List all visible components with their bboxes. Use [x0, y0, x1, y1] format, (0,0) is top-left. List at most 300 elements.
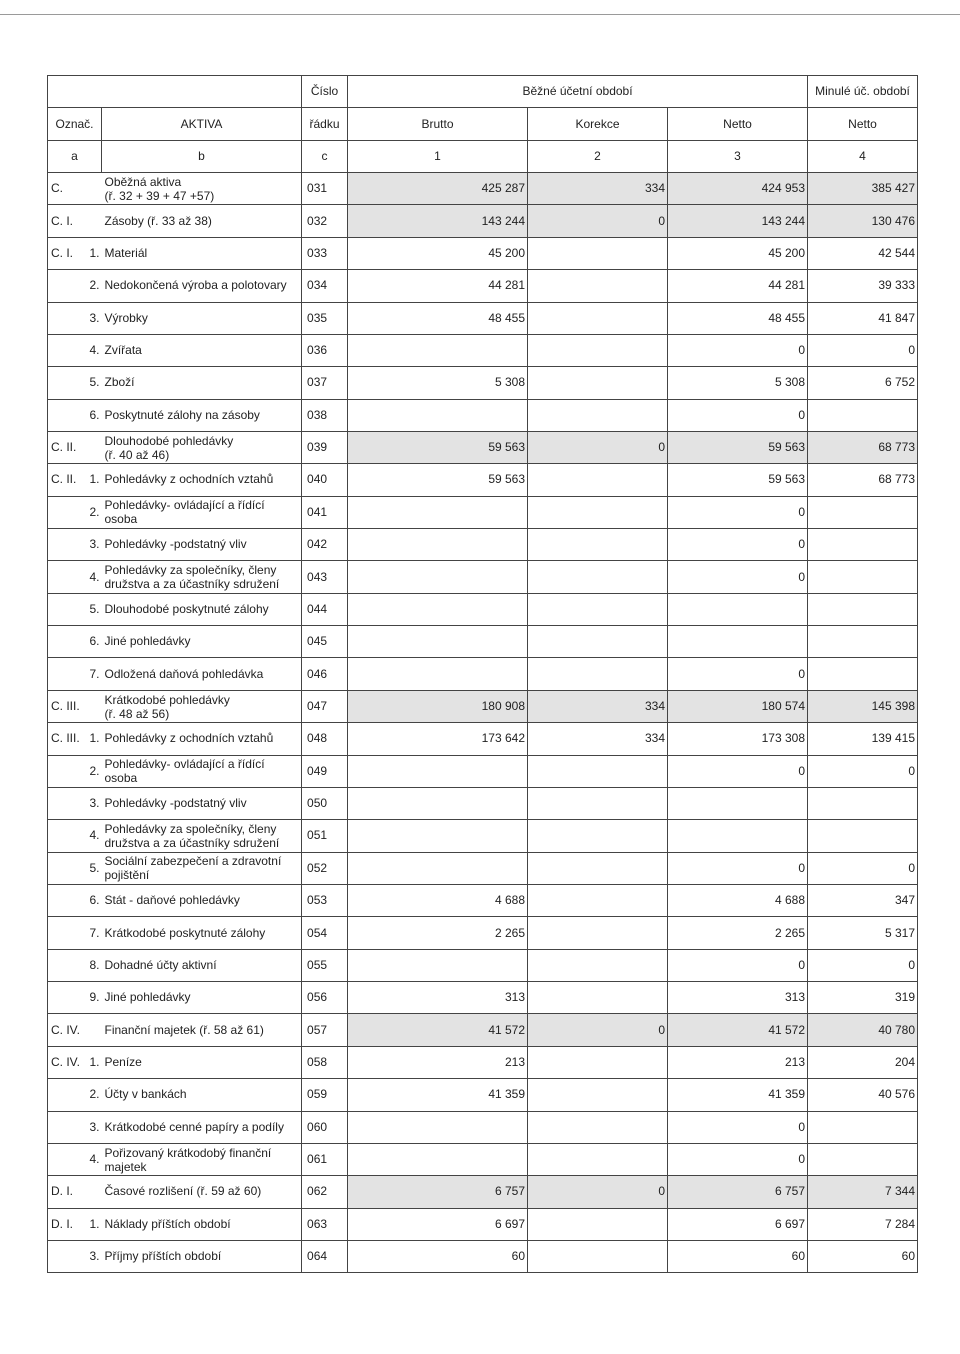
row-label: Dohadné účty aktivní: [102, 949, 302, 981]
row-label: Sociální zabezpečení a zdravotní pojištění: [102, 852, 302, 884]
netto-value: 0: [668, 1143, 808, 1175]
line-number: 039: [302, 431, 348, 463]
brutto-value: 59 563: [348, 431, 528, 463]
previous-netto-value: 68 773: [808, 464, 918, 496]
header-radku: řádku: [302, 108, 348, 140]
row-number: 6.: [86, 626, 102, 658]
brutto-value: [348, 626, 528, 658]
korekce-value: [528, 820, 668, 852]
brutto-value: [348, 755, 528, 787]
row-code: [48, 1240, 86, 1272]
row-number: 3.: [86, 302, 102, 334]
line-number: 031: [302, 173, 348, 205]
brutto-value: [348, 787, 528, 819]
netto-value: [668, 626, 808, 658]
brutto-value: 425 287: [348, 173, 528, 205]
korekce-value: 0: [528, 1176, 668, 1208]
row-number: 5.: [86, 367, 102, 399]
row-label: Poskytnuté zálohy na zásoby: [102, 399, 302, 431]
row-label: Krátkodobé pohledávky (ř. 48 až 56): [102, 690, 302, 722]
row-number: [86, 1014, 102, 1046]
brutto-value: [348, 820, 528, 852]
brutto-value: 313: [348, 982, 528, 1014]
row-number: 1.: [86, 723, 102, 755]
previous-netto-value: 385 427: [808, 173, 918, 205]
brutto-value: 60: [348, 1240, 528, 1272]
line-number: 045: [302, 626, 348, 658]
table-row: [48, 464, 918, 496]
previous-netto-value: [808, 626, 918, 658]
row-number: [86, 431, 102, 463]
header-cislo: Číslo: [302, 76, 348, 108]
netto-value: 0: [668, 755, 808, 787]
row-number: 4.: [86, 1143, 102, 1175]
brutto-value: [348, 496, 528, 528]
row-code: [48, 787, 86, 819]
row-code: C. I.: [48, 237, 86, 269]
header-row-1: [48, 76, 918, 108]
previous-netto-value: 39 333: [808, 270, 918, 302]
netto-value: 173 308: [668, 723, 808, 755]
table-row: [48, 561, 918, 593]
netto-value: 6 757: [668, 1176, 808, 1208]
korekce-value: [528, 1079, 668, 1111]
korekce-value: [528, 1143, 668, 1175]
table-row: [48, 1176, 918, 1208]
previous-netto-value: 0: [808, 334, 918, 366]
row-code: [48, 529, 86, 561]
row-number: 2.: [86, 496, 102, 528]
table-row: [48, 1208, 918, 1240]
row-label: Pohledávky za společníky, členy družstva a za účastníky sdružení: [102, 561, 302, 593]
row-number: 3.: [86, 1240, 102, 1272]
netto-value: 2 265: [668, 917, 808, 949]
row-number: 7.: [86, 917, 102, 949]
line-number: 052: [302, 852, 348, 884]
table-row: [48, 270, 918, 302]
netto-value: 0: [668, 852, 808, 884]
table-row: [48, 1111, 918, 1143]
row-label: Nedokončená výroba a polotovary: [102, 270, 302, 302]
row-label: Dlouhodobé pohledávky (ř. 40 až 46): [102, 431, 302, 463]
row-number: [86, 173, 102, 205]
brutto-value: 143 244: [348, 205, 528, 237]
korekce-value: [528, 755, 668, 787]
row-code: [48, 561, 86, 593]
korekce-value: [528, 593, 668, 625]
netto-value: 180 574: [668, 690, 808, 722]
table-row: [48, 431, 918, 463]
brutto-value: 48 455: [348, 302, 528, 334]
row-label: Pohledávky- ovládající a řídící osoba: [102, 755, 302, 787]
previous-netto-value: 0: [808, 755, 918, 787]
row-label: Příjmy příštích období: [102, 1240, 302, 1272]
line-number: 041: [302, 496, 348, 528]
previous-netto-value: 0: [808, 852, 918, 884]
row-number: 2.: [86, 270, 102, 302]
table-row: [48, 917, 918, 949]
header-korekce: Korekce: [528, 108, 668, 140]
row-label: Pohledávky -podstatný vliv: [102, 529, 302, 561]
row-label: Peníze: [102, 1046, 302, 1078]
row-number: 2.: [86, 755, 102, 787]
korekce-value: [528, 1240, 668, 1272]
header-col-4: 4: [808, 140, 918, 172]
header-col-a: a: [48, 140, 102, 172]
row-code: [48, 820, 86, 852]
line-number: 035: [302, 302, 348, 334]
table-row: [48, 820, 918, 852]
row-code: C. III.: [48, 690, 86, 722]
previous-netto-value: 145 398: [808, 690, 918, 722]
previous-netto-value: 347: [808, 884, 918, 916]
netto-value: 0: [668, 1111, 808, 1143]
row-label: Krátkodobé poskytnuté zálohy: [102, 917, 302, 949]
brutto-value: [348, 399, 528, 431]
row-label: Pohledávky z ochodních vztahů: [102, 464, 302, 496]
line-number: 064: [302, 1240, 348, 1272]
row-number: [86, 1176, 102, 1208]
brutto-value: 41 359: [348, 1079, 528, 1111]
row-code: D. I.: [48, 1176, 86, 1208]
table-body: [48, 76, 918, 1273]
korekce-value: [528, 884, 668, 916]
row-code: [48, 982, 86, 1014]
netto-value: 0: [668, 334, 808, 366]
table-row: [48, 884, 918, 916]
row-label: Pořizovaný krátkodobý finanční majetek: [102, 1143, 302, 1175]
row-number: 4.: [86, 561, 102, 593]
netto-value: 313: [668, 982, 808, 1014]
header-col-3: 3: [668, 140, 808, 172]
netto-value: [668, 787, 808, 819]
previous-netto-value: 40 780: [808, 1014, 918, 1046]
row-number: 1.: [86, 1046, 102, 1078]
brutto-value: [348, 852, 528, 884]
row-label: Pohledávky- ovládající a řídící osoba: [102, 496, 302, 528]
top-rule: [0, 14, 960, 15]
korekce-value: [528, 626, 668, 658]
row-code: [48, 593, 86, 625]
line-number: 048: [302, 723, 348, 755]
netto-value: 41 359: [668, 1079, 808, 1111]
netto-value: 0: [668, 658, 808, 690]
previous-netto-value: 42 544: [808, 237, 918, 269]
previous-netto-value: 40 576: [808, 1079, 918, 1111]
row-label: Pohledávky za společníky, členy družstva a za účastníky sdružení: [102, 820, 302, 852]
previous-netto-value: 41 847: [808, 302, 918, 334]
previous-netto-value: [808, 787, 918, 819]
row-label: Zásoby (ř. 33 až 38): [102, 205, 302, 237]
netto-value: 0: [668, 529, 808, 561]
netto-value: 4 688: [668, 884, 808, 916]
brutto-value: 4 688: [348, 884, 528, 916]
netto-value: 59 563: [668, 431, 808, 463]
korekce-value: [528, 367, 668, 399]
line-number: 057: [302, 1014, 348, 1046]
header-oznac: Označ.: [48, 108, 102, 140]
table-row: [48, 1143, 918, 1175]
row-number: 6.: [86, 399, 102, 431]
line-number: 062: [302, 1176, 348, 1208]
previous-netto-value: 130 476: [808, 205, 918, 237]
line-number: 043: [302, 561, 348, 593]
row-label: Zvířata: [102, 334, 302, 366]
row-code: [48, 367, 86, 399]
netto-value: 48 455: [668, 302, 808, 334]
line-number: 050: [302, 787, 348, 819]
header-row-3: [48, 140, 918, 172]
row-number: [86, 690, 102, 722]
row-number: 5.: [86, 593, 102, 625]
line-number: 034: [302, 270, 348, 302]
row-code: C. II.: [48, 431, 86, 463]
line-number: 058: [302, 1046, 348, 1078]
row-code: [48, 399, 86, 431]
brutto-value: [348, 334, 528, 366]
korekce-value: [528, 852, 668, 884]
row-code: [48, 884, 86, 916]
row-label: Oběžná aktiva (ř. 32 + 39 + 47 +57): [102, 173, 302, 205]
table-row: [48, 852, 918, 884]
brutto-value: [348, 949, 528, 981]
row-code: C.: [48, 173, 86, 205]
row-number: 8.: [86, 949, 102, 981]
previous-netto-value: [808, 593, 918, 625]
row-number: 4.: [86, 820, 102, 852]
row-code: [48, 1111, 86, 1143]
table-row: [48, 723, 918, 755]
korekce-value: 0: [528, 431, 668, 463]
line-number: 047: [302, 690, 348, 722]
netto-value: 424 953: [668, 173, 808, 205]
row-number: 6.: [86, 884, 102, 916]
row-code: D. I.: [48, 1208, 86, 1240]
row-code: C. IV.: [48, 1014, 86, 1046]
header-brutto: Brutto: [348, 108, 528, 140]
previous-netto-value: 60: [808, 1240, 918, 1272]
brutto-value: 6 697: [348, 1208, 528, 1240]
table-row: [48, 1240, 918, 1272]
table-row: [48, 949, 918, 981]
header-empty-cell: [48, 76, 302, 108]
korekce-value: [528, 787, 668, 819]
line-number: 046: [302, 658, 348, 690]
previous-netto-value: 7 284: [808, 1208, 918, 1240]
table-row: [48, 593, 918, 625]
korekce-value: [528, 982, 668, 1014]
table-row: [48, 690, 918, 722]
netto-value: 0: [668, 399, 808, 431]
table-row: [48, 173, 918, 205]
netto-value: 5 308: [668, 367, 808, 399]
row-code: [48, 270, 86, 302]
netto-value: 41 572: [668, 1014, 808, 1046]
row-code: [48, 852, 86, 884]
row-number: 5.: [86, 852, 102, 884]
header-aktiva: AKTIVA: [102, 108, 302, 140]
row-code: [48, 1143, 86, 1175]
korekce-value: [528, 334, 668, 366]
brutto-value: 6 757: [348, 1176, 528, 1208]
table-row: [48, 529, 918, 561]
netto-value: 60: [668, 1240, 808, 1272]
netto-value: 0: [668, 561, 808, 593]
table-row: [48, 787, 918, 819]
previous-netto-value: [808, 529, 918, 561]
previous-netto-value: 5 317: [808, 917, 918, 949]
row-number: 4.: [86, 334, 102, 366]
table-row: [48, 367, 918, 399]
line-number: 053: [302, 884, 348, 916]
table-row: [48, 658, 918, 690]
header-netto: Netto: [668, 108, 808, 140]
brutto-value: [348, 1111, 528, 1143]
line-number: 044: [302, 593, 348, 625]
brutto-value: 44 281: [348, 270, 528, 302]
line-number: 055: [302, 949, 348, 981]
brutto-value: [348, 561, 528, 593]
table-row: [48, 1079, 918, 1111]
header-row-2: [48, 108, 918, 140]
korekce-value: 0: [528, 1014, 668, 1046]
korekce-value: [528, 496, 668, 528]
header-col-c: c: [302, 140, 348, 172]
brutto-value: [348, 593, 528, 625]
balance-sheet-table: [47, 75, 918, 1273]
row-code: [48, 949, 86, 981]
netto-value: 59 563: [668, 464, 808, 496]
row-label: Časové rozlišení (ř. 59 až 60): [102, 1176, 302, 1208]
previous-netto-value: 6 752: [808, 367, 918, 399]
row-label: Pohledávky z ochodních vztahů: [102, 723, 302, 755]
header-col-2: 2: [528, 140, 668, 172]
brutto-value: [348, 658, 528, 690]
table-row: [48, 237, 918, 269]
korekce-value: 334: [528, 690, 668, 722]
brutto-value: 213: [348, 1046, 528, 1078]
line-number: 061: [302, 1143, 348, 1175]
line-number: 063: [302, 1208, 348, 1240]
brutto-value: 2 265: [348, 917, 528, 949]
brutto-value: 180 908: [348, 690, 528, 722]
row-number: 3.: [86, 787, 102, 819]
line-number: 059: [302, 1079, 348, 1111]
line-number: 037: [302, 367, 348, 399]
korekce-value: 334: [528, 173, 668, 205]
header-netto-prev: Netto: [808, 108, 918, 140]
row-label: Finanční majetek (ř. 58 až 61): [102, 1014, 302, 1046]
previous-netto-value: 204: [808, 1046, 918, 1078]
netto-value: [668, 593, 808, 625]
netto-value: 6 697: [668, 1208, 808, 1240]
previous-netto-value: 0: [808, 949, 918, 981]
row-label: Účty v bankách: [102, 1079, 302, 1111]
line-number: 032: [302, 205, 348, 237]
netto-value: 0: [668, 496, 808, 528]
brutto-value: 173 642: [348, 723, 528, 755]
previous-netto-value: [808, 1111, 918, 1143]
row-number: 1.: [86, 237, 102, 269]
table-row: [48, 755, 918, 787]
row-code: [48, 917, 86, 949]
line-number: 042: [302, 529, 348, 561]
korekce-value: [528, 1111, 668, 1143]
header-previous-period: Minulé úč. období: [808, 76, 918, 108]
korekce-value: [528, 1046, 668, 1078]
previous-netto-value: 7 344: [808, 1176, 918, 1208]
row-label: Výrobky: [102, 302, 302, 334]
row-label: Materiál: [102, 237, 302, 269]
previous-netto-value: [808, 496, 918, 528]
line-number: 038: [302, 399, 348, 431]
brutto-value: 45 200: [348, 237, 528, 269]
line-number: 060: [302, 1111, 348, 1143]
line-number: 040: [302, 464, 348, 496]
line-number: 051: [302, 820, 348, 852]
korekce-value: [528, 561, 668, 593]
line-number: 036: [302, 334, 348, 366]
row-number: 1.: [86, 1208, 102, 1240]
row-code: [48, 334, 86, 366]
brutto-value: 41 572: [348, 1014, 528, 1046]
row-number: 3.: [86, 529, 102, 561]
row-code: C. II.: [48, 464, 86, 496]
previous-netto-value: 68 773: [808, 431, 918, 463]
table-row: [48, 334, 918, 366]
table-row: [48, 1046, 918, 1078]
row-code: [48, 496, 86, 528]
table-row: [48, 1014, 918, 1046]
previous-netto-value: [808, 561, 918, 593]
row-label: Jiné pohledávky: [102, 982, 302, 1014]
previous-netto-value: 319: [808, 982, 918, 1014]
row-label: Odložená daňová pohledávka: [102, 658, 302, 690]
row-number: [86, 205, 102, 237]
table-row: [48, 982, 918, 1014]
netto-value: [668, 820, 808, 852]
row-code: [48, 755, 86, 787]
previous-netto-value: [808, 1143, 918, 1175]
korekce-value: [528, 399, 668, 431]
brutto-value: [348, 529, 528, 561]
table-row: [48, 302, 918, 334]
table-row: [48, 399, 918, 431]
row-number: 9.: [86, 982, 102, 1014]
netto-value: 143 244: [668, 205, 808, 237]
row-label: Stát - daňové pohledávky: [102, 884, 302, 916]
korekce-value: [528, 302, 668, 334]
table-row: [48, 626, 918, 658]
row-code: [48, 658, 86, 690]
header-current-period: Běžné účetní období: [348, 76, 808, 108]
row-code: [48, 626, 86, 658]
row-number: 2.: [86, 1079, 102, 1111]
korekce-value: [528, 1208, 668, 1240]
line-number: 056: [302, 982, 348, 1014]
korekce-value: [528, 237, 668, 269]
korekce-value: [528, 658, 668, 690]
row-number: 1.: [86, 464, 102, 496]
line-number: 033: [302, 237, 348, 269]
row-label: Náklady příštích období: [102, 1208, 302, 1240]
row-label: Zboží: [102, 367, 302, 399]
previous-netto-value: [808, 658, 918, 690]
korekce-value: 334: [528, 723, 668, 755]
row-label: Pohledávky -podstatný vliv: [102, 787, 302, 819]
previous-netto-value: [808, 820, 918, 852]
row-label: Jiné pohledávky: [102, 626, 302, 658]
